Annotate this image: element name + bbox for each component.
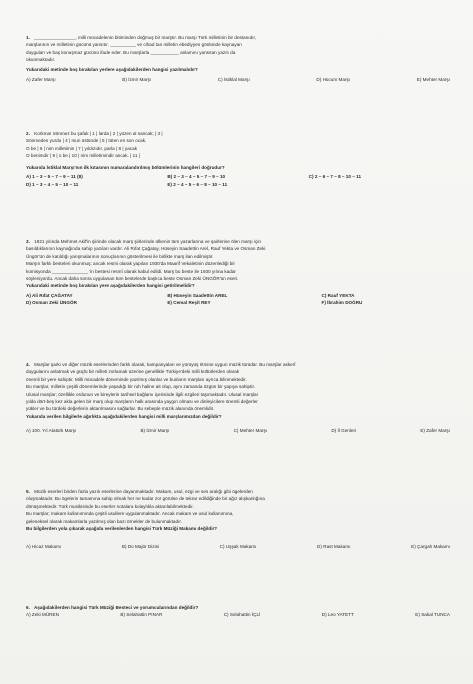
option-a[interactable]: A) 1 – 3 – 5 – 7 – 9 – 11 (8) xyxy=(26,174,83,180)
question-stem: Yukarıda verilen bilgilerle ağırlıkta aşağıdakilerden hangisi milli marşlarımızdan değildir? xyxy=(26,413,222,419)
question-6 xyxy=(26,604,450,618)
question-text-line: yükler ve bu türdeki değerlerin aktarılmasını sağlarlar. Bu sebeple müzik alanında önemlidir. xyxy=(26,406,215,412)
option-b[interactable]: B) Hüseyin Saadettin AREL xyxy=(167,292,228,298)
question-number: 4. xyxy=(26,362,30,367)
answer-options xyxy=(26,293,450,307)
question-3 xyxy=(26,238,450,307)
answer-options xyxy=(26,77,450,83)
question-text-line: Müzik eserleri birden fazla yazılı eserlerine dayanmaktadır. Makam, usul, ezgi ve ses aralığı gibi ögelerden xyxy=(34,489,253,494)
option-d[interactable]: D) Leo YATETT xyxy=(321,612,354,618)
question-text-line: önemli bir yere sahiptir. Milli mücadele döneminde yazılmış olanlar ve bunların marşları ayrıca bilinmektedir. xyxy=(26,376,247,382)
option-c[interactable]: C) 2 – 6 – 7 – 8 – 10 – 11 xyxy=(308,174,362,180)
option-a[interactable]: A) Hicaz Makamı xyxy=(26,544,62,550)
option-c[interactable]: C) İstiklal Marşı xyxy=(217,77,250,83)
question-stem: Aşağıdakilerden hangisi Türk Müziği Besteci ve yorumcularından değildir? xyxy=(34,605,199,610)
option-d[interactable]: D) Osman Zeki ÜNGÖR xyxy=(26,300,77,306)
question-text-line: O be | 6 | nim milletimin | 7 | yıldızıdır, parla | 8 | yacak xyxy=(26,145,138,151)
option-b[interactable]: B) 2 – 3 – 4 – 5 – 7 – 9 – 10 xyxy=(167,174,226,180)
question-number: 5. xyxy=(26,489,30,494)
question-text-line: oluşmaktadır. Bu ögelerin tamamına sahip olmak her ne kadar zor görülse de tekrar edildiğinde bir ağız alışkanlığına xyxy=(26,496,265,502)
question-text-line: duyguları ve baş konuşmaz gücünü ifade eder. Bu marşlarla ___________ anlamını yansıtan yazılı da xyxy=(26,49,236,55)
answer-options xyxy=(26,428,450,434)
question-1 xyxy=(26,34,450,83)
option-e[interactable]: E) 2 – 4 – 5 – 6 – 8 – 10 – 11 xyxy=(167,181,228,187)
option-c[interactable]: C) Mehter Marşı xyxy=(233,428,268,434)
question-2 xyxy=(26,130,450,188)
question-stem: Yukarıdaki metinde boş bırakılan yerlere aşağıdakilerden hangisi yazılmalıdır? xyxy=(26,66,198,72)
option-e[interactable]: E) Zafer Marşı xyxy=(420,428,450,434)
question-text-line: duygularını anlatmak ve güçlü bir milleti zorlamak üzerine genellikle Türkiye'deki milli kültürlerden olarak xyxy=(26,369,240,375)
answer-options xyxy=(26,612,450,618)
option-e[interactable]: E) Cemal Reşit REY xyxy=(167,300,211,306)
question-number: 6. xyxy=(26,605,30,610)
question-text-line: ________________, milli mücadelenin bitiminden doğmuş bir marştır. Bu marşı Türk milletinin bir destanıdır, xyxy=(34,35,257,40)
option-a[interactable]: A) Ali Rıfat ÇAĞATAY xyxy=(26,292,73,298)
option-b[interactable]: B) İzmir Marşı xyxy=(122,77,152,83)
option-d[interactable]: D) 1 – 3 – 4 – 5 – 10 – 11 xyxy=(26,181,79,187)
option-b[interactable]: B) Do Majör Dizisi xyxy=(121,544,160,550)
option-c[interactable]: C) Uşşak Makamı xyxy=(219,544,257,550)
option-f[interactable]: F) İbrahim DOĞRU xyxy=(321,300,363,306)
question-text-line: söyleniyordu. Ancak daha sonra uygulanan tüm bestelerde başlıca beste Osman Zeki ÜNGÖR'ün eseri. xyxy=(26,276,239,282)
question-number: 1. xyxy=(26,35,30,40)
question-text-line: okunmaktadır. xyxy=(26,57,56,63)
question-stem: Yukarıdaki metinde boş bırakılan yere aşağıdakilerden hangisi getirilmelidir? xyxy=(26,283,195,289)
question-text-line: Marşın farklı besteleri okunmuş; ancak resmi olarak yapılan 1930'da Maarif Vekaletinin düzenlediği bir xyxy=(26,261,235,267)
question-text-line: Ulusal marşlar; özellikle ordunun ve bireylerin tarihsel bağlamı içerisinde ilgili ezgileri taşımaktadır. Ulusal marşlar xyxy=(26,391,259,397)
question-text-line: basıldıklarının kaynağında sahip yazıları vardır. Ali Rıfat Çağatay, Hüseyin Saadettin Arel, Rauf Yekta ve Osman Zeki xyxy=(26,246,266,252)
option-d[interactable]: D) İl Genleri xyxy=(331,428,357,434)
option-a[interactable]: A) Zeki MÜREN xyxy=(26,612,59,618)
question-text-line: yılda dört-beş kez akla gelen bir marş olup marşların halk arasında yaygın olması ve dinleyicilere önemli değerler xyxy=(26,399,258,405)
option-d[interactable]: D) Rast Makamı xyxy=(317,544,351,550)
question-text-line: marşlarının ve milletinin gücünü yansıtır. __________ ve cihad tan milletin ebediyyen gönlünde kaynayan xyxy=(26,42,242,48)
option-e[interactable]: E) Mehter Marşı xyxy=(416,77,450,83)
question-text-line: Korkma! Sönmez bu şafak | 1 | larda | 2 | yüzen al sancak; | 3 | xyxy=(34,131,163,136)
question-text-line: geleneksel olarak makamlarla yazılmış olan bazı örnekler de bulunmaktadır. xyxy=(26,518,182,524)
question-text-line: Bu marşlar, milletin çeşitli dönemlerinde yaşadığı bir ruh haline ait olup, aynı zamanda özgün bir yapıya sahiptir. xyxy=(26,384,256,390)
question-4 xyxy=(26,361,450,434)
answer-options xyxy=(26,174,450,188)
question-stem: Yukarıda İstiklal Marşı'nın ilk kıtasının numaralandırılmış bölümlerinin hangileri doğrudur? xyxy=(26,164,225,170)
option-c[interactable]: C) Rauf YEKTA xyxy=(321,292,355,298)
question-5 xyxy=(26,488,450,550)
option-a[interactable]: A) 100. Yıl Atatürk Marşı xyxy=(26,428,77,434)
question-text-line: Sönmeden yurdu | 4 | mun üstünde | 5 | tüten en son ocak. xyxy=(26,138,147,144)
question-text-line: Üngör'ün de katıldığı yarışmalarının sonuçlarının gösterilmesi ile birlikte marş ilan edilmiştir. xyxy=(26,253,214,259)
option-b[interactable]: B) İzmir Marşı xyxy=(140,428,170,434)
question-number: 2. xyxy=(26,131,30,136)
question-text-line: Marşlar şarkı ve diğer müzik eserlerinden farklı olarak, kampanyaları ve yürüyüş ritmine uygun müzik türüdür. Bu marşlar askerî xyxy=(34,362,296,367)
question-text-line: 1921 yılında Mehmet Akif'in şiirinde olacak marş şiirlerinde ülkenin tüm yazarlarına ve şairlerine ölen marşı için xyxy=(34,239,261,244)
option-e[interactable]: E) Çargah Makamı xyxy=(411,544,450,550)
question-number: 3. xyxy=(26,239,30,244)
option-a[interactable]: A) Zafer Marşı xyxy=(26,77,56,83)
option-d[interactable]: D) Hücum Marşı xyxy=(316,77,351,83)
option-b[interactable]: B) Selahattin PINAR xyxy=(120,612,163,618)
question-stem: Bu bilgilerden yola çıkarak aşağıda verilenlerden hangisi Türk Müziği Makamı değildir? xyxy=(26,526,218,532)
question-text-line: dönüşmektedir. Türk musikisinde bu eserler notalara kolaylıkla aktarılabilmektedir. xyxy=(26,503,194,509)
question-text-line: O benimdir | 9 | o be | 10 | nim milletimindir ancak. | 11 | xyxy=(26,153,140,159)
option-c[interactable]: C) Selahattin İÇLİ xyxy=(223,612,261,618)
question-text-line: Bu marşlar; makam kullanımında çeşitli usullere uygulanmaktadır. Ancak makam ve usul kullanımına, xyxy=(26,511,234,517)
question-text-line: komisyonda ______________ 'in bestesi resmî olarak kabul edildi. Marş bu beste ile 1930 yılına kadar xyxy=(26,268,236,274)
answer-options xyxy=(26,544,450,550)
option-e[interactable]: E) Sakal TUNCA xyxy=(415,612,450,618)
